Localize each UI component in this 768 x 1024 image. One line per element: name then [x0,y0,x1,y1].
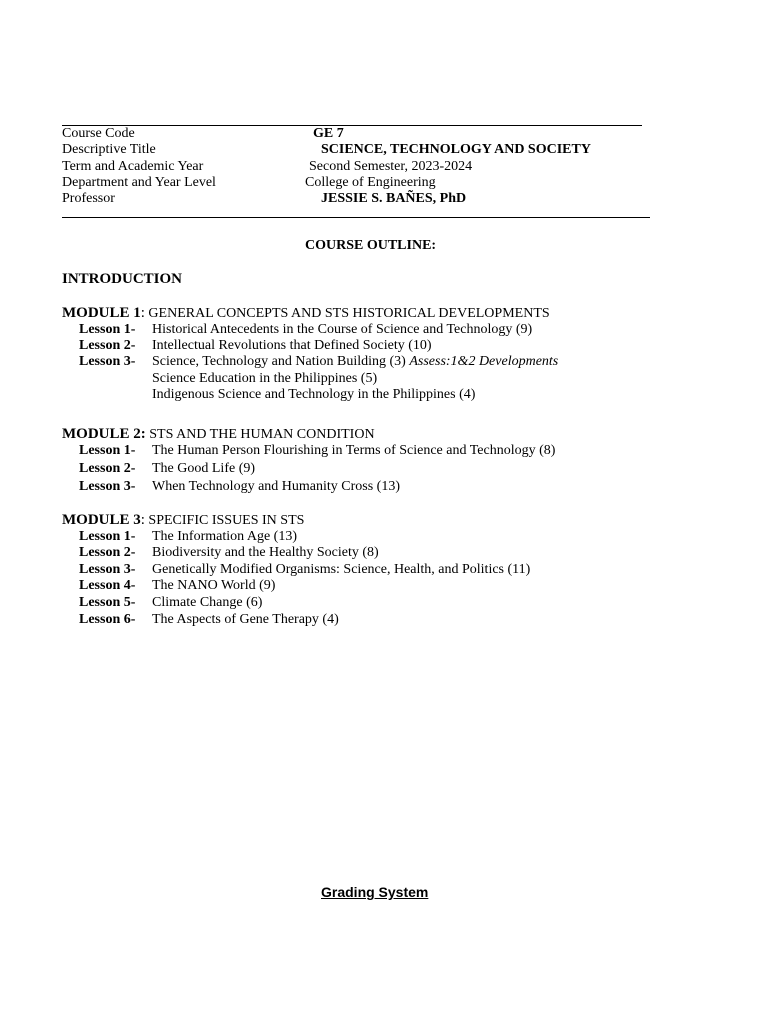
module-3-title: SPECIFIC ISSUES IN STS [144,513,305,528]
m3-lesson-1-label: Lesson 1- [79,529,136,544]
module-1-title: GENERAL CONCEPTS AND STS HISTORICAL DEVELOPMENTS [144,306,550,321]
m1-extra-2: Indigenous Science and Technology in the Philippines (4) [152,387,476,402]
m3-lesson-2-title: Biodiversity and the Healthy Society (8) [152,545,379,560]
module-1-heading [62,305,550,322]
descriptive-title-label: Descriptive Title [62,142,156,157]
term-value: Second Semester, 2023-2024 [309,159,473,174]
m3-lesson-3-title: Genetically Modified Organisms: Science, Health, and Politics (11) [152,562,531,577]
course-code-label: Course Code [62,126,135,141]
top-rule [62,125,642,126]
m3-lesson-6-label: Lesson 6- [79,612,136,627]
m3-lesson-1-title: The Information Age (13) [152,529,298,544]
m2-lesson-2-label: Lesson 2- [79,461,136,476]
header-bottom-rule [62,217,650,218]
m3-lesson-6-title: The Aspects of Gene Therapy (4) [152,612,339,627]
m3-lesson-5-label: Lesson 5- [79,595,136,610]
m1-lesson-3-label: Lesson 3- [79,354,136,369]
m1-lesson-3-title: Science, Technology and Nation Building (3) [152,354,410,369]
module-1-sep: : [140,305,145,321]
m1-lesson-2-label: Lesson 2- [79,338,136,353]
m2-lesson-1-title: The Human Person Flourishing in Terms of Science and Technology (8) [152,443,556,458]
m2-lesson-3-label: Lesson 3- [79,479,136,494]
module-1-label: MODULE 1 [62,305,141,321]
m3-lesson-5-title: Climate Change (6) [152,595,263,610]
descriptive-title-value: SCIENCE, TECHNOLOGY AND SOCIETY [321,142,591,157]
module-3-heading [62,512,304,529]
module-2-heading [62,426,375,443]
module-2-title: STS AND THE HUMAN CONDITION [145,427,375,442]
m1-lesson-1-label: Lesson 1- [79,322,136,337]
department-value: College of Engineering [305,175,436,190]
m1-extra-1: Science Education in the Philippines (5) [152,371,378,386]
grading-system-heading: Grading System [321,884,429,900]
m2-lesson-2-title: The Good Life (9) [152,461,256,476]
m1-lesson-1-title: Historical Antecedents in the Course of Science and Technology (9) [152,322,533,337]
introduction-heading: INTRODUCTION [62,271,183,287]
m1-lesson-3-note: Assess:1&2 Developments [409,354,559,369]
m3-lesson-4-label: Lesson 4- [79,578,136,593]
module-3-label: MODULE 3 [62,512,141,528]
m2-lesson-1-label: Lesson 1- [79,443,136,458]
m1-lesson-3-line [152,354,558,370]
m3-lesson-4-title: The NANO World (9) [152,578,276,593]
m3-lesson-2-label: Lesson 2- [79,545,136,560]
module-3-sep: : [140,512,145,528]
department-label: Department and Year Level [62,175,216,190]
m3-lesson-3-label: Lesson 3- [79,562,136,577]
module-2-label: MODULE 2: [62,426,146,442]
course-code-value: GE 7 [313,126,344,141]
term-label: Term and Academic Year [62,159,204,174]
course-outline-title: COURSE OUTLINE: [305,238,437,253]
professor-value: JESSIE S. BAÑES, PhD [321,191,467,206]
m1-lesson-2-title: Intellectual Revolutions that Defined Society (10) [152,338,432,353]
professor-label: Professor [62,191,115,206]
m2-lesson-3-title: When Technology and Humanity Cross (13) [152,479,400,494]
